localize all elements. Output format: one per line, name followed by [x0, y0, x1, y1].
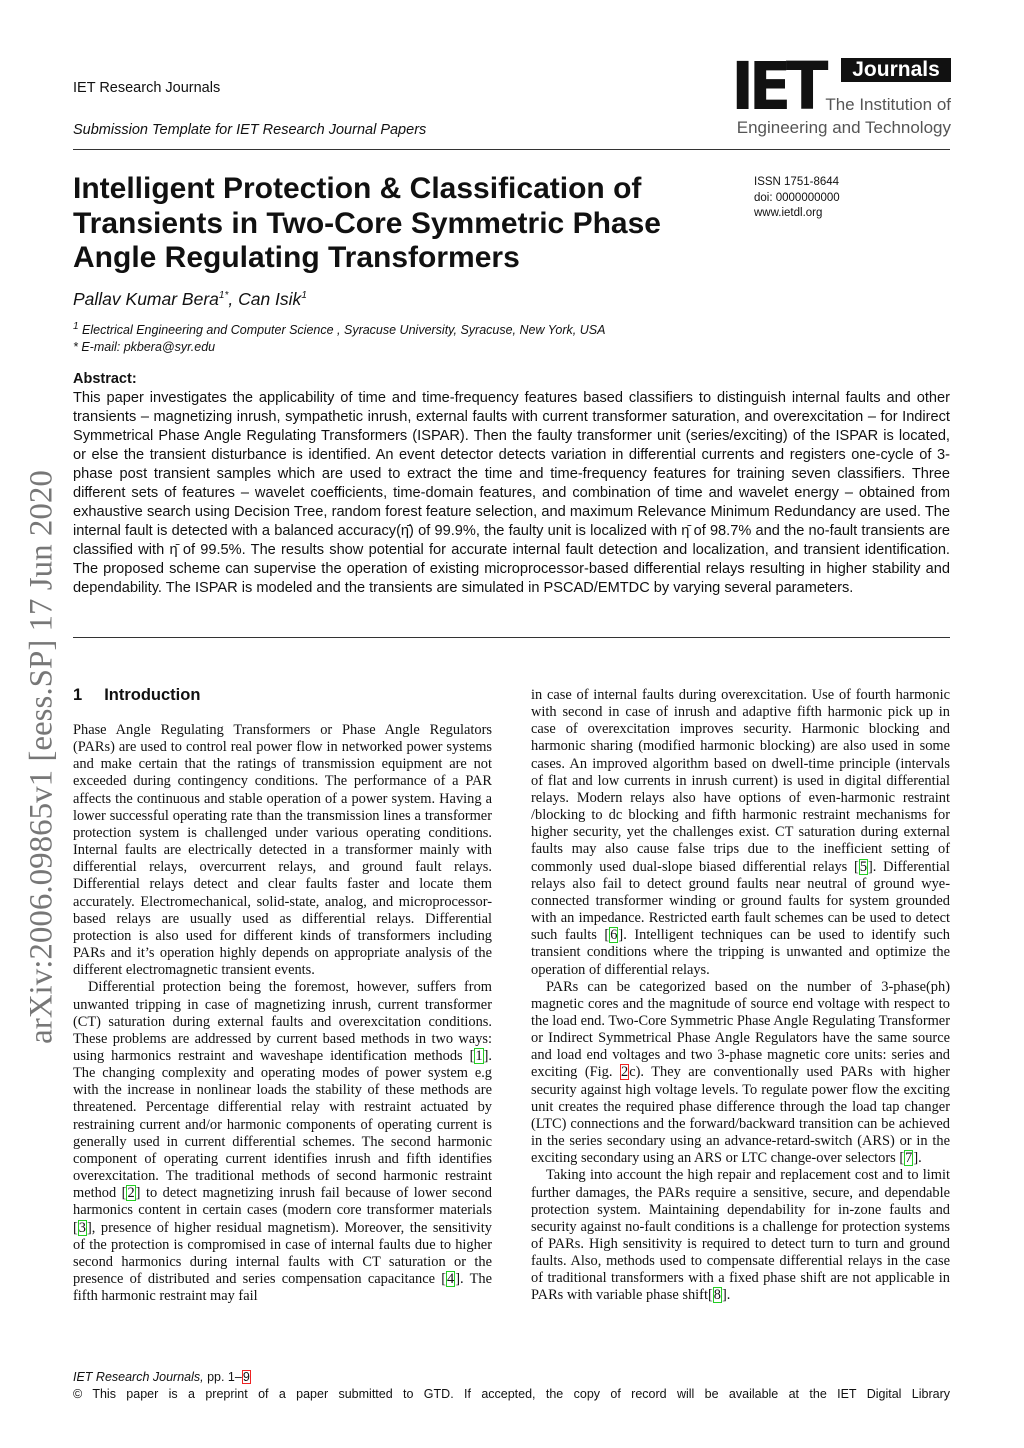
publication-meta	[754, 175, 840, 222]
iet-mark: IET	[731, 48, 823, 125]
journal-name: IET Research Journals	[73, 80, 221, 96]
header-divider	[73, 149, 950, 150]
affil-text: Electrical Engineering and Computer Science , Syracuse University, Syracuse, New York, USA	[78, 323, 606, 338]
footer-pages	[73, 1370, 251, 1384]
section-title: Introduction	[104, 686, 201, 704]
paragraph-text: ].	[913, 1150, 922, 1167]
paragraph	[531, 1167, 950, 1304]
email: * E-mail: pkbera@syr.edu	[73, 340, 216, 355]
citation-link[interactable]: 7	[905, 1150, 913, 1167]
paragraph	[73, 979, 492, 1305]
citation-link[interactable]: 2	[127, 1185, 135, 1202]
footer-page-range: pp. 1–	[203, 1370, 242, 1384]
last-page-link[interactable]: 9	[242, 1370, 250, 1384]
citation-link[interactable]: 8	[713, 1287, 721, 1304]
affiliation	[73, 318, 605, 356]
paragraph-text: ]. Intelligent techniques can be used to identify such transient conditions where the tripping is unwanted and optimize the operation of differential relays.	[531, 927, 950, 978]
paragraph	[531, 979, 950, 1168]
right-column	[531, 687, 950, 1305]
abstract-heading: Abstract:	[73, 371, 137, 387]
paper-title: Intelligent Protection & Classification of Transients in Two-Core Symmetric Phase Angle Regulating Transformers	[73, 172, 661, 274]
abstract-text: This paper investigates the applicability of time and time-frequency features based classifiers to distinguish internal faults and other transients – magnetizing inrush, sympathetic inrush, external faults with current transformer saturation, and overexcitation – for Indirect Symmetrical Phase Angle Regulating Transformers (ISPAR). Then the faulty transformer unit (series/exciting) of the ISPAR is located, or else the transient disturbance is identified. An event detector detects variation in differential currents and registers one-cycle of 3-phase post transient samples which are used to extract the time and time-frequency features for training seven classifiers. Three different sets of features – wavelet coefficients, time-domain features, and combination of time and wavelet energy – obtained from exhaustive search using Decision Tree, random forest feature selection, and maximum Relevance Minimum Redundancy are used. The internal fault is detected with a balanced accuracy(η̄) of 99.9%, the faulty unit is localized with η̄ of 98.7% and the no-fault transients are classified with η̄ of 99.5%. The results show potential for accurate internal fault detection and localization, and transient identification. The proposed scheme can supervise the operation of existing microprocessor-based differential relays resulting in higher stability and dependability. The ISPAR is modeled and the transients are simulated in PSCAD/EMTDC by varying several parameters.	[73, 390, 950, 596]
paragraph-text: ]. Differential relays also fail to detect ground faults near neutral of ground wye-connected transformer winding or ground faults for system grounded with an impedance. Restricted earth fault schemes can be used to detect such faults [	[531, 858, 950, 944]
paragraph-text: Phase Angle Regulating Transformers or Phase Angle Regulators (PARs) are used to control real power flow in networked power systems and make certain that the ratings of transmission equipment are not exceeded during contingency conditions. The performance of a PAR affects the continuous and stable operation of a power system. Having a lower successful operating rate than the transmission lines a transformer protection system is challenged under various operating conditions. Internal faults are electrically detected in a transformer mainly with differential relays, overcurrent relays, and ground fault relays. Differential relays detect and clear faults faster and locate them accurately. Electromechanical, solid-state, analog, and microprocessor-based relays are usually used as differential relays. Differential protection is also used for different kinds of transformers including PARs and it’s operation highly depends on appropriate analysis of the different electromagnetic transient events.	[73, 722, 492, 979]
section-heading	[73, 686, 200, 705]
author-2-affil: 1	[301, 290, 307, 302]
citation-link[interactable]: 3	[78, 1219, 86, 1236]
citation-link[interactable]: 1	[475, 1047, 483, 1064]
author-separator: ,	[228, 289, 239, 309]
abstract-divider	[73, 637, 950, 638]
citation-link[interactable]: 2	[620, 1064, 629, 1081]
author-2: Can Isik	[238, 289, 302, 309]
doi: doi: 0000000000	[754, 191, 840, 204]
paragraph-text: PARs can be categorized based on the number of 3-phase(ph) magnetic cores and the magnitude of source end voltage with respect to the load end. Two-Core Symmetric Phase Angle Regulating Transformer or Indirect Symmetrical Phase Angle Regulators have the same source and load end voltages and two 3-phase magnetic core units: series and exciting (Fig.	[531, 978, 950, 1081]
paragraph-text: ].	[721, 1287, 731, 1304]
author-1-affil: 1*	[218, 290, 229, 302]
author-1: Pallav Kumar Bera	[73, 289, 219, 309]
paragraph-text: Differential protection being the foremost, however, suffers from unwanted tripping in case of magnetizing inrush, current transformer (CT) saturation during external faults and overexcitation conditions. These problems are addressed by current based methods in two ways: using harmonics restraint and waveshape identification methods [	[73, 979, 492, 1064]
paragraph-text: in case of internal faults during overexcitation. Use of fourth harmonic with second in case of inrush and adaptive fifth harmonic pick up in case of overexcitation improves security. Harmonic blocking and harmonic sharing (modified harmonic blocking) are also used in some cases. An improved algorithm based on dwell-time principle (intervals of flat and low currents in inrush current) is used in digital differential relays. Modern relays also have options of even-harmonic restraint /blocking to dc blocking and fifth harmonic restraint mechanisms for higher security, yet the challenges exist. CT saturation during external faults may also cause false trips due to the inefficient setting of commonly used dual-slope biased differential relays [	[531, 687, 950, 875]
footer-copyright: © This paper is a preprint of a paper submitted to GTD. If accepted, the copy of record will be available at the IET Digital Library	[73, 1387, 950, 1401]
logo-line-1: The Institution of	[825, 95, 951, 114]
section-number: 1	[73, 686, 83, 704]
footer-journal: IET Research Journals,	[73, 1370, 204, 1384]
citation-link[interactable]: 6	[610, 927, 618, 944]
paragraph-text: ]. The fifth harmonic restraint may fail	[73, 1271, 492, 1305]
citation-link[interactable]: 4	[447, 1271, 455, 1287]
iet-logo	[731, 48, 951, 140]
paragraph-text: ], presence of higher residual magnetism). Moreover, the sensitivity of the protection is compromised in case of internal faults due to higher second harmonics during internal faults with CT saturation or the presence of distributed and series compensation capacitance [	[73, 1219, 492, 1287]
affil-mark: 1	[73, 321, 79, 332]
arxiv-stamp: arXiv:2006.09865v1 [eess.SP] 17 Jun 2020	[23, 470, 60, 1044]
citation-link[interactable]: 5	[859, 858, 868, 875]
paragraph	[73, 722, 492, 979]
paragraph-text: Taking into account the high repair and replacement cost and to limit further damages, the PARs require a sensitive, secure, and dependable protection system. Maintaining dependability for in-zone faults and security against no-fault conditions is a challenge for protection systems of PARs. High sensitivity is required to detect turn to turn and ground faults. Also, methods used to compensate differential relays in the case of traditional transformers with a fixed phase shift are not applicable in PARs with variable phase shift[	[531, 1167, 950, 1304]
paragraph-text: ] to detect magnetizing inrush fail because of lower second harmonics content in certain cases (modern core transformer materials [	[73, 1185, 492, 1236]
left-column	[73, 722, 492, 1305]
journal-url[interactable]: www.ietdl.org	[754, 207, 823, 219]
paragraph-text: ]. The changing complexity and operating modes of power system e.g with the increase in nonlinear loads the stability of these methods are threatened. Percentage differential relay with restraint actuated by restraining current and/or harmonic components of operating current is generally used in current differential schemes. The second harmonic component of operating current identifies inrush and fifth identifies overexcitation. The traditional methods of second harmonic restraint method [	[73, 1047, 492, 1202]
logo-line-2: Engineering and Technology	[736, 118, 951, 137]
template-subtitle: Submission Template for IET Research Journal Papers	[73, 122, 427, 138]
authors	[73, 289, 307, 310]
journals-badge: Journals	[841, 58, 951, 82]
paragraph	[531, 687, 950, 979]
issn: ISSN 1751-8644	[754, 176, 840, 188]
paragraph-text: c). They are conventionally used PARs with higher security against high voltage levels. To regulate power flow the exciting unit creates the required phase difference through the load tap changer (LTC) connections and the forward/backward transition can be achieved in the series secondary using an advance-retard-switch (ARS) or in the exciting secondary using an ARS or LTC change-over selectors [	[531, 1064, 950, 1167]
